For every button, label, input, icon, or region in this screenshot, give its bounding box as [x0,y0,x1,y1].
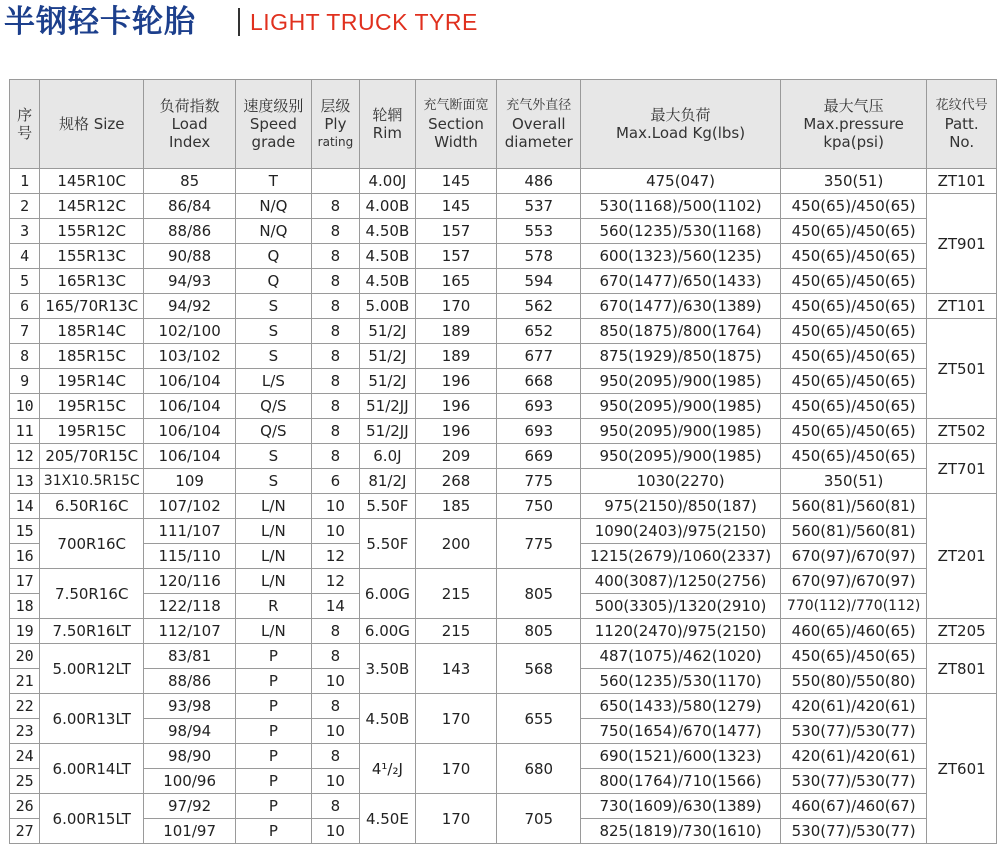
cell-max-pressure: 560(81)/560(81) [780,494,926,519]
cell-rim: 51/2JJ [360,394,416,419]
cell-load: 115/110 [144,544,236,569]
cell-overall-diameter: 775 [497,469,581,494]
cell-ply: 10 [311,719,359,744]
cell-rim: 4.50B [360,219,416,244]
cell-max-load: 690(1521)/600(1323) [581,744,781,769]
cell-section-width: 145 [415,194,497,219]
cell-overall-diameter: 652 [497,319,581,344]
cell-size: 205/70R15C [40,444,144,469]
cell-overall-diameter: 537 [497,194,581,219]
cell-max-load: 800(1764)/710(1566) [581,769,781,794]
cell-section-width: 209 [415,444,497,469]
cell-overall-diameter: 486 [497,169,581,194]
cell-no: 9 [10,369,40,394]
header-row [10,80,997,169]
cell-load: 106/104 [144,444,236,469]
table-row [10,519,997,544]
cell-speed: P [236,719,312,744]
cell-pattern: ZT101 [927,294,997,319]
cell-ply: 8 [311,419,359,444]
cell-no: 27 [10,819,40,844]
cell-rim: 5.50F [360,519,416,569]
cell-rim: 5.50F [360,494,416,519]
cell-pattern: ZT501 [927,319,997,419]
cell-no: 23 [10,719,40,744]
cell-ply: 14 [311,594,359,619]
cell-rim: 3.50B [360,644,416,694]
cell-ply: 8 [311,644,359,669]
cell-rim: 6.00G [360,569,416,619]
cell-pattern: ZT601 [927,694,997,844]
cell-max-pressure: 530(77)/530(77) [780,769,926,794]
cell-overall-diameter: 568 [497,644,581,694]
title-divider [238,8,240,36]
cell-max-pressure: 530(77)/530(77) [780,819,926,844]
cell-rim: 81/2J [360,469,416,494]
cell-max-load: 875(1929)/850(1875) [581,344,781,369]
header-overall-diameter: 充气外直径 Overall diameter [497,80,581,169]
cell-ply: 12 [311,569,359,594]
cell-rim: 4.00J [360,169,416,194]
cell-load: 93/98 [144,694,236,719]
cell-load: 120/116 [144,569,236,594]
cell-load: 94/93 [144,269,236,294]
cell-section-width: 268 [415,469,497,494]
cell-size: 195R15C [40,394,144,419]
header-load-index: 负荷指数 Load Index [144,80,236,169]
table-row [10,419,997,444]
cell-max-pressure: 560(81)/560(81) [780,519,926,544]
cell-load: 98/94 [144,719,236,744]
cell-max-pressure: 460(67)/460(67) [780,794,926,819]
cell-load: 98/90 [144,744,236,769]
table-row [10,494,997,519]
cell-speed: P [236,694,312,719]
cell-rim: 4.50E [360,794,416,844]
cell-overall-diameter: 668 [497,369,581,394]
cell-speed: S [236,344,312,369]
cell-overall-diameter: 805 [497,569,581,619]
cell-speed: S [236,294,312,319]
cell-ply: 12 [311,544,359,569]
cell-no: 3 [10,219,40,244]
table-row [10,319,997,344]
cell-speed: L/N [236,619,312,644]
cell-max-pressure: 450(65)/450(65) [780,444,926,469]
cell-max-load: 730(1609)/630(1389) [581,794,781,819]
cell-max-load: 950(2095)/900(1985) [581,419,781,444]
cell-no: 14 [10,494,40,519]
cell-no: 8 [10,344,40,369]
cell-max-pressure: 450(65)/450(65) [780,319,926,344]
cell-no: 5 [10,269,40,294]
cell-speed: P [236,644,312,669]
page-header [0,0,1000,50]
cell-rim: 4¹/₂J [360,744,416,794]
cell-section-width: 165 [415,269,497,294]
cell-size: 31X10.5R15C [40,469,144,494]
cell-rim: 4.50B [360,269,416,294]
table-row [10,369,997,394]
header-ply-rating: 层级 Ply rating [311,80,359,169]
cell-no: 18 [10,594,40,619]
cell-max-load: 950(2095)/900(1985) [581,444,781,469]
cell-max-pressure: 350(51) [780,169,926,194]
cell-section-width: 189 [415,344,497,369]
cell-max-load: 530(1168)/500(1102) [581,194,781,219]
cell-max-pressure: 550(80)/550(80) [780,669,926,694]
cell-ply: 8 [311,394,359,419]
cell-rim: 51/2J [360,344,416,369]
cell-load: 111/107 [144,519,236,544]
cell-size: 145R12C [40,194,144,219]
cell-rim: 51/2J [360,369,416,394]
cell-section-width: 189 [415,319,497,344]
cell-max-load: 1215(2679)/1060(2337) [581,544,781,569]
cell-size: 7.50R16LT [40,619,144,644]
cell-max-load: 600(1323)/560(1235) [581,244,781,269]
cell-ply: 10 [311,519,359,544]
cell-speed: Q/S [236,419,312,444]
cell-section-width: 196 [415,419,497,444]
cell-no: 13 [10,469,40,494]
cell-max-load: 950(2095)/900(1985) [581,369,781,394]
cell-max-pressure: 350(51) [780,469,926,494]
cell-speed: R [236,594,312,619]
header-size: 规格 Size [40,80,144,169]
cell-overall-diameter: 594 [497,269,581,294]
cell-ply: 8 [311,744,359,769]
cell-max-load: 560(1235)/530(1168) [581,219,781,244]
cell-speed: L/N [236,569,312,594]
cell-rim: 4.50B [360,694,416,744]
cell-size: 155R13C [40,244,144,269]
cell-section-width: 145 [415,169,497,194]
cell-size: 700R16C [40,519,144,569]
cell-load: 122/118 [144,594,236,619]
cell-no: 10 [10,394,40,419]
cell-pattern: ZT101 [927,169,997,194]
cell-size: 6.00R13LT [40,694,144,744]
cell-size: 165R13C [40,269,144,294]
cell-max-pressure: 420(61)/420(61) [780,744,926,769]
cell-ply: 10 [311,819,359,844]
cell-overall-diameter: 677 [497,344,581,369]
cell-max-pressure: 450(65)/450(65) [780,244,926,269]
cell-ply: 8 [311,194,359,219]
cell-load: 106/104 [144,369,236,394]
cell-speed: S [236,444,312,469]
cell-load: 112/107 [144,619,236,644]
cell-load: 103/102 [144,344,236,369]
cell-section-width: 196 [415,394,497,419]
table-row [10,694,997,719]
cell-speed: Q [236,244,312,269]
cell-speed: P [236,744,312,769]
cell-no: 24 [10,744,40,769]
cell-load: 100/96 [144,769,236,794]
table-row [10,344,997,369]
cell-ply: 8 [311,369,359,394]
cell-no: 20 [10,644,40,669]
cell-speed: T [236,169,312,194]
cell-overall-diameter: 680 [497,744,581,794]
cell-section-width: 196 [415,369,497,394]
cell-pattern: ZT502 [927,419,997,444]
cell-ply: 8 [311,344,359,369]
cell-no: 17 [10,569,40,594]
cell-no: 15 [10,519,40,544]
cell-size: 195R15C [40,419,144,444]
cell-ply [311,169,359,194]
table-row [10,294,997,319]
cell-speed: Q/S [236,394,312,419]
cell-load: 94/92 [144,294,236,319]
cell-ply: 8 [311,294,359,319]
cell-max-pressure: 450(65)/450(65) [780,269,926,294]
cell-overall-diameter: 655 [497,694,581,744]
cell-pattern: ZT205 [927,619,997,644]
cell-max-pressure: 670(97)/670(97) [780,544,926,569]
cell-rim: 51/2JJ [360,419,416,444]
cell-speed: Q [236,269,312,294]
title-english: LIGHT TRUCK TYRE [250,9,478,35]
header-max-pressure: 最大气压 Max.pressure kpa(psi) [780,80,926,169]
cell-speed: S [236,319,312,344]
cell-speed: P [236,794,312,819]
header-no: 序号 [10,80,40,169]
cell-ply: 8 [311,619,359,644]
cell-size: 165/70R13C [40,294,144,319]
cell-rim: 5.00B [360,294,416,319]
cell-no: 16 [10,544,40,569]
cell-max-pressure: 450(65)/450(65) [780,219,926,244]
cell-size: 145R10C [40,169,144,194]
cell-max-pressure: 450(65)/450(65) [780,394,926,419]
cell-size: 6.00R14LT [40,744,144,794]
cell-max-pressure: 450(65)/450(65) [780,369,926,394]
cell-pattern: ZT801 [927,644,997,694]
cell-ply: 8 [311,694,359,719]
cell-ply: 8 [311,219,359,244]
cell-section-width: 200 [415,519,497,569]
table-row [10,644,997,669]
cell-pattern: ZT901 [927,194,997,294]
cell-max-pressure: 420(61)/420(61) [780,694,926,719]
cell-pattern: ZT701 [927,444,997,494]
cell-section-width: 170 [415,694,497,744]
cell-section-width: 143 [415,644,497,694]
header-section-width: 充气断面宽 Section Width [415,80,497,169]
cell-section-width: 157 [415,244,497,269]
cell-no: 12 [10,444,40,469]
cell-ply: 8 [311,444,359,469]
cell-load: 88/86 [144,219,236,244]
cell-size: 6.00R15LT [40,794,144,844]
cell-overall-diameter: 562 [497,294,581,319]
cell-ply: 10 [311,769,359,794]
table-row [10,269,997,294]
cell-load: 109 [144,469,236,494]
cell-max-load: 1030(2270) [581,469,781,494]
table-row [10,744,997,769]
cell-load: 102/100 [144,319,236,344]
table-row [10,444,997,469]
cell-ply: 6 [311,469,359,494]
table-row [10,469,997,494]
cell-ply: 8 [311,269,359,294]
cell-no: 2 [10,194,40,219]
cell-no: 22 [10,694,40,719]
cell-max-load: 1090(2403)/975(2150) [581,519,781,544]
cell-section-width: 157 [415,219,497,244]
cell-section-width: 170 [415,794,497,844]
cell-max-load: 650(1433)/580(1279) [581,694,781,719]
cell-max-pressure: 450(65)/450(65) [780,419,926,444]
cell-load: 101/97 [144,819,236,844]
table-row [10,794,997,819]
cell-max-pressure: 770(112)/770(112) [780,594,926,619]
cell-rim: 51/2J [360,319,416,344]
cell-load: 106/104 [144,394,236,419]
cell-load: 88/86 [144,669,236,694]
cell-load: 107/102 [144,494,236,519]
cell-pattern: ZT201 [927,494,997,619]
cell-rim: 6.0J [360,444,416,469]
cell-no: 7 [10,319,40,344]
cell-overall-diameter: 750 [497,494,581,519]
cell-max-load: 670(1477)/630(1389) [581,294,781,319]
cell-max-pressure: 450(65)/450(65) [780,194,926,219]
cell-load: 106/104 [144,419,236,444]
cell-max-pressure: 450(65)/450(65) [780,644,926,669]
cell-overall-diameter: 693 [497,394,581,419]
cell-speed: L/N [236,519,312,544]
table-row [10,244,997,269]
cell-section-width: 185 [415,494,497,519]
cell-max-pressure: 450(65)/450(65) [780,294,926,319]
cell-overall-diameter: 553 [497,219,581,244]
cell-no: 6 [10,294,40,319]
cell-size: 7.50R16C [40,569,144,619]
cell-load: 83/81 [144,644,236,669]
cell-size: 195R14C [40,369,144,394]
cell-ply: 8 [311,244,359,269]
cell-size: 5.00R12LT [40,644,144,694]
cell-max-pressure: 450(65)/450(65) [780,344,926,369]
cell-max-load: 500(3305)/1320(2910) [581,594,781,619]
table-row [10,169,997,194]
table-row [10,394,997,419]
header-max-load: 最大负荷 Max.Load Kg(lbs) [581,80,781,169]
cell-speed: L/N [236,544,312,569]
cell-overall-diameter: 693 [497,419,581,444]
cell-overall-diameter: 578 [497,244,581,269]
cell-size: 185R14C [40,319,144,344]
cell-speed: P [236,819,312,844]
cell-ply: 10 [311,669,359,694]
cell-max-pressure: 670(97)/670(97) [780,569,926,594]
header-speed-grade: 速度级别 Speed grade [236,80,312,169]
cell-max-load: 750(1654)/670(1477) [581,719,781,744]
cell-load: 90/88 [144,244,236,269]
cell-speed: S [236,469,312,494]
cell-speed: P [236,669,312,694]
table-row [10,219,997,244]
cell-size: 155R12C [40,219,144,244]
cell-no: 19 [10,619,40,644]
cell-size: 185R15C [40,344,144,369]
cell-speed: P [236,769,312,794]
cell-no: 26 [10,794,40,819]
cell-overall-diameter: 669 [497,444,581,469]
cell-max-load: 475(047) [581,169,781,194]
cell-no: 4 [10,244,40,269]
cell-ply: 8 [311,319,359,344]
cell-no: 25 [10,769,40,794]
cell-rim: 6.00G [360,619,416,644]
cell-load: 86/84 [144,194,236,219]
table-row [10,619,997,644]
cell-speed: N/Q [236,194,312,219]
cell-max-load: 950(2095)/900(1985) [581,394,781,419]
header-pattern-no: 花纹代号 Patt. No. [927,80,997,169]
cell-max-load: 850(1875)/800(1764) [581,319,781,344]
cell-max-load: 825(1819)/730(1610) [581,819,781,844]
cell-size: 6.50R16C [40,494,144,519]
cell-max-load: 487(1075)/462(1020) [581,644,781,669]
cell-rim: 4.00B [360,194,416,219]
title-chinese: 半钢轻卡轮胎 [4,4,196,40]
cell-no: 1 [10,169,40,194]
cell-speed: N/Q [236,219,312,244]
cell-section-width: 215 [415,619,497,644]
cell-rim: 4.50B [360,244,416,269]
header-rim: 轮辋 Rim [360,80,416,169]
cell-section-width: 215 [415,569,497,619]
table-row [10,194,997,219]
cell-ply: 10 [311,494,359,519]
cell-speed: L/S [236,369,312,394]
table-row [10,569,997,594]
cell-overall-diameter: 775 [497,519,581,569]
cell-load: 85 [144,169,236,194]
cell-no: 11 [10,419,40,444]
tyre-spec-table [9,79,997,844]
cell-section-width: 170 [415,744,497,794]
cell-overall-diameter: 705 [497,794,581,844]
cell-max-load: 560(1235)/530(1170) [581,669,781,694]
cell-max-load: 400(3087)/1250(2756) [581,569,781,594]
cell-max-pressure: 530(77)/530(77) [780,719,926,744]
cell-max-pressure: 460(65)/460(65) [780,619,926,644]
cell-section-width: 170 [415,294,497,319]
cell-overall-diameter: 805 [497,619,581,644]
cell-max-load: 1120(2470)/975(2150) [581,619,781,644]
cell-ply: 8 [311,794,359,819]
cell-max-load: 670(1477)/650(1433) [581,269,781,294]
cell-speed: L/N [236,494,312,519]
cell-max-load: 975(2150)/850(187) [581,494,781,519]
cell-load: 97/92 [144,794,236,819]
cell-no: 21 [10,669,40,694]
